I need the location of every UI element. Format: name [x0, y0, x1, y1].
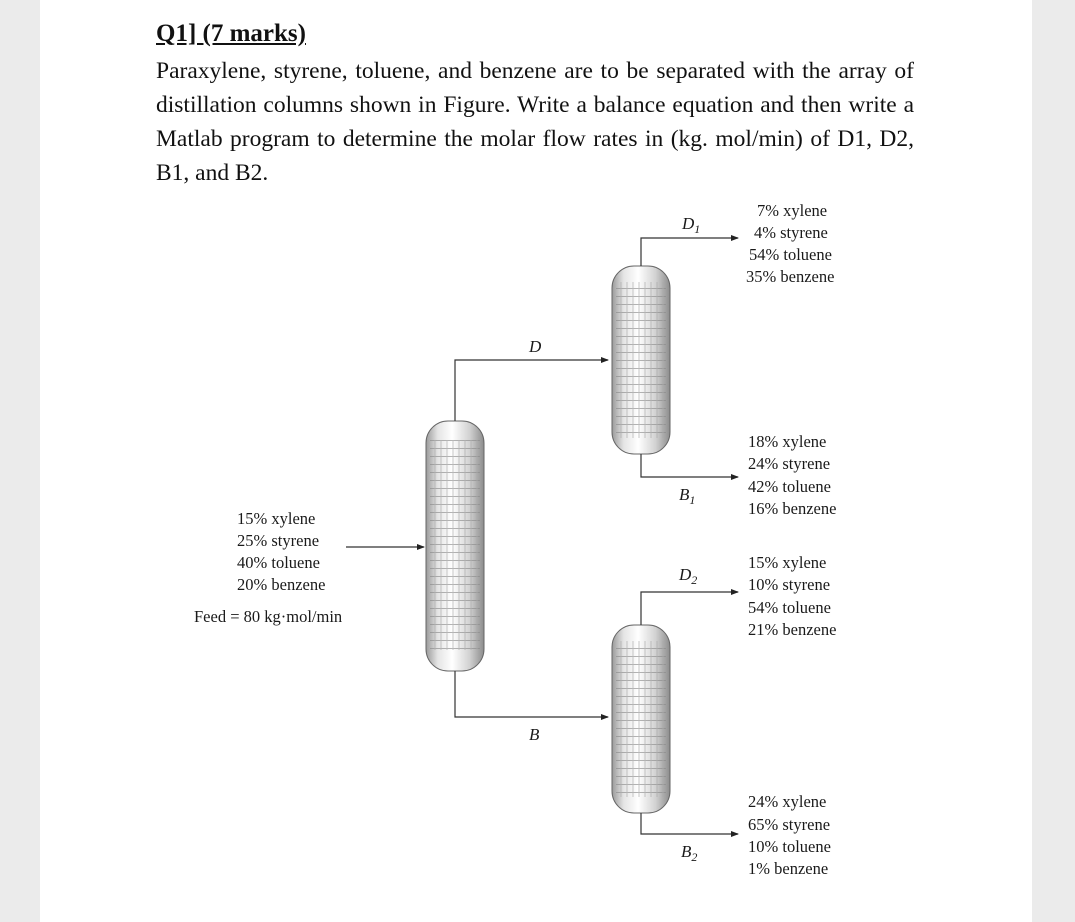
b2-composition: [748, 792, 831, 878]
feed-rate: Feed = 80 kg·mol/min: [194, 607, 343, 626]
column-main: [426, 421, 484, 671]
stream-d1-label: $D_1$: [682, 214, 701, 236]
stream-b-line: [455, 671, 608, 717]
stream-b1-label: $B_1$: [679, 485, 696, 507]
stream-b-label: B: [529, 725, 540, 744]
d1-styrene: 4% styrene: [754, 223, 828, 242]
b1-xylene: 18% xylene: [748, 432, 827, 451]
b2-benzene: 1% benzene: [748, 859, 829, 878]
d2-xylene: 15% xylene: [748, 553, 827, 572]
d2-benzene: 21% benzene: [748, 620, 837, 639]
d1-composition: [746, 201, 834, 286]
b1-toluene: 42% toluene: [748, 477, 831, 496]
question-text: Paraxylene, styrene, toluene, and benzene are to be separated with the array of distillation columns shown in Figure. Write a balance equation and then write a Matlab program to determine the molar flow rates in (kg. mol/min) of D1, D2, B1, and B2.: [156, 58, 914, 186]
d1-toluene: 54% toluene: [749, 245, 832, 264]
column-top: [612, 266, 670, 454]
b2-xylene: 24% xylene: [748, 792, 827, 811]
stream-d-label: D: [529, 337, 542, 356]
stream-d-line: [455, 360, 608, 421]
feed-benzene: 20% benzene: [237, 575, 326, 594]
stream-b2-line: [641, 813, 738, 834]
question-heading: Q1] (7 marks): [156, 20, 306, 47]
feed-xylene: 15% xylene: [237, 509, 316, 528]
b2-toluene: 10% toluene: [748, 837, 831, 856]
feed-composition: [194, 509, 342, 626]
d1-benzene: 35% benzene: [746, 267, 835, 286]
stream-d1-line: [641, 238, 738, 266]
b1-composition: [748, 432, 836, 518]
d2-toluene: 54% toluene: [748, 598, 831, 617]
b1-styrene: 24% styrene: [748, 454, 831, 473]
feed-toluene: 40% toluene: [237, 553, 320, 572]
column-bottom: [612, 625, 670, 813]
stream-d2-line: [641, 592, 738, 625]
d2-composition: [748, 553, 836, 639]
d1-xylene: 7% xylene: [757, 201, 828, 220]
d2-styrene: 10% styrene: [748, 575, 831, 594]
b2-styrene: 65% styrene: [748, 815, 831, 834]
feed-styrene: 25% styrene: [237, 531, 320, 550]
stream-b1-line: [641, 454, 738, 477]
stream-b2-label: $B_2$: [681, 842, 698, 864]
b1-benzene: 16% benzene: [748, 499, 837, 518]
stream-d2-label: $D_2$: [679, 565, 698, 587]
